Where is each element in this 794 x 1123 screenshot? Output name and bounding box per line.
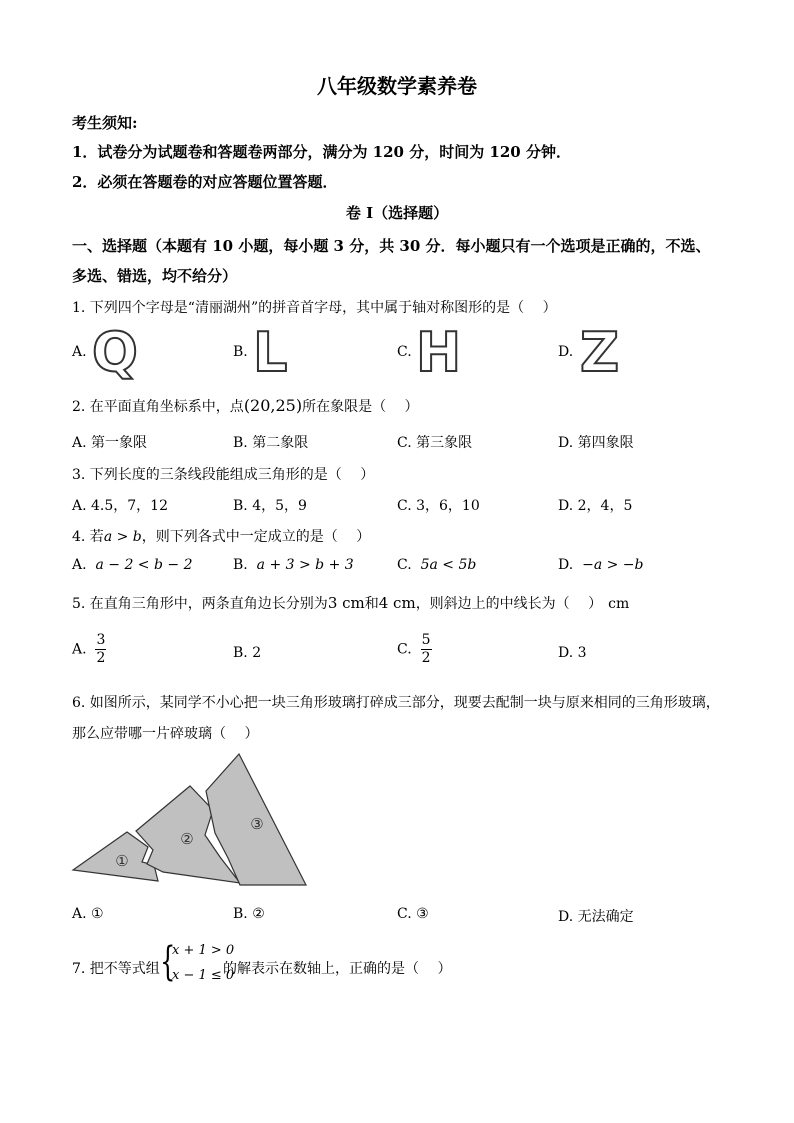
q7-inequality-2: x − 1 ≤ 0 bbox=[172, 968, 235, 983]
q4-option-a-label: A. bbox=[72, 557, 87, 573]
q2-option-b: B. 第二象限 bbox=[233, 435, 309, 451]
q6-option-d: D. 无法确定 bbox=[558, 909, 634, 925]
broken-glass-figure bbox=[70, 750, 310, 890]
q4-option-d-expr: −a > −b bbox=[582, 557, 644, 573]
notice-line-1: 1．试卷分为试题卷和答题卷两部分，满分为 120 分，时间为 120 分钟． bbox=[72, 143, 571, 161]
q3-option-b: B. 4，5，9 bbox=[233, 498, 307, 514]
question-6-stem-line-2: 那么应带哪一片碎玻璃（ ） bbox=[72, 726, 259, 742]
q4-option-b-label: B. bbox=[233, 557, 248, 573]
system-brace: { bbox=[160, 939, 176, 985]
q5-option-b: B. 2 bbox=[233, 645, 262, 661]
glass-piece-2-label: ② bbox=[180, 830, 194, 848]
q6-option-c: C. ③ bbox=[397, 906, 429, 922]
q1-option-a-label: A. bbox=[72, 344, 87, 360]
q5-option-c bbox=[397, 632, 432, 667]
section-intro-line-1: 一、选择题（本题有 10 小题，每小题 3 分，共 30 分．每小题只有一个选项是正确的，不选、 bbox=[72, 237, 711, 255]
section-title: 卷 I（选择题） bbox=[345, 204, 449, 222]
q1-option-b-letter: L bbox=[253, 321, 288, 384]
exam-title: 八年级数学素养卷 bbox=[317, 74, 477, 98]
q1-option-c-letter: H bbox=[416, 321, 462, 384]
q4-stem-end: ，则下列各式中一定成立的是（ ） bbox=[141, 529, 371, 545]
q5-option-d: D. 3 bbox=[558, 645, 587, 661]
question-4-stem bbox=[72, 526, 370, 546]
q5-option-a bbox=[72, 632, 106, 667]
q5-option-a-numerator: 3 bbox=[96, 632, 106, 648]
q2-stem-end: 所在象限是（ ） bbox=[302, 399, 419, 415]
q5-option-a-label: A. bbox=[72, 641, 87, 658]
q5-option-c-numerator: 5 bbox=[421, 632, 431, 648]
question-7-stem-start: 7. 把不等式组 bbox=[72, 961, 160, 977]
q4-option-c-label: C. bbox=[397, 557, 412, 573]
q5-option-c-fraction bbox=[421, 632, 432, 667]
q4-option-c bbox=[397, 557, 476, 573]
q2-option-d: D. 第四象限 bbox=[558, 435, 634, 451]
q3-option-c: C. 3，6，10 bbox=[397, 498, 480, 514]
section-intro-line-2: 多选、错选，均不给分） bbox=[72, 267, 238, 285]
q5-length-2: 4 cm bbox=[378, 594, 416, 612]
q5-stem-start: 5. 在直角三角形中，两条直角边长分别为 bbox=[72, 596, 328, 612]
q4-stem-start: 4. 若 bbox=[72, 529, 104, 545]
q1-option-a-letter: Q bbox=[92, 321, 138, 384]
q6-option-b: B. ② bbox=[233, 906, 265, 922]
question-2-stem bbox=[72, 396, 419, 416]
question-7-stem-end: 的解表示在数轴上，正确的是（ ） bbox=[223, 961, 452, 977]
glass-piece-1-label: ① bbox=[115, 852, 129, 870]
question-3-stem: 3. 下列长度的三条线段能组成三角形的是（ ） bbox=[72, 467, 375, 483]
q3-option-a: A. 4.5，7，12 bbox=[72, 498, 168, 514]
q3-option-d: D. 2，4，5 bbox=[558, 498, 633, 514]
q2-option-a: A. 第一象限 bbox=[72, 435, 148, 451]
q5-option-a-fraction bbox=[95, 632, 106, 667]
q2-stem-start: 2. 在平面直角坐标系中，点 bbox=[72, 399, 244, 415]
q5-length-1: 3 cm bbox=[327, 594, 365, 612]
question-6-stem-line-1: 6. 如图所示，某同学不小心把一块三角形玻璃打碎成三部分，现要去配制一块与原来相同的三角形玻璃， bbox=[72, 695, 720, 711]
q5-option-a-denominator: 2 bbox=[96, 650, 106, 666]
q4-option-b bbox=[233, 557, 354, 573]
q4-option-b-expr: a + 3 > b + 3 bbox=[256, 557, 354, 573]
q2-point: (20,25) bbox=[243, 396, 303, 415]
notice-heading: 考生须知: bbox=[72, 114, 138, 132]
q5-option-c-label: C. bbox=[397, 641, 412, 658]
q1-option-b-label: B. bbox=[233, 344, 248, 360]
q4-condition: a > b bbox=[103, 529, 142, 545]
q5-option-c-denominator: 2 bbox=[421, 650, 431, 666]
q2-option-c: C. 第三象限 bbox=[397, 435, 473, 451]
q5-unit: cm bbox=[608, 596, 630, 612]
q6-option-a: A. ① bbox=[72, 906, 104, 922]
q4-option-d-label: D. bbox=[558, 557, 574, 573]
q1-option-c-label: C. bbox=[397, 344, 412, 360]
question-5-stem bbox=[72, 593, 629, 613]
q4-option-a bbox=[72, 557, 192, 573]
q1-option-d-letter: Z bbox=[580, 321, 620, 384]
q5-stem-end: ，则斜边上的中线长为（ ） bbox=[415, 596, 603, 612]
q7-inequality-1: x + 1 > 0 bbox=[172, 943, 235, 958]
q4-option-d bbox=[558, 557, 644, 573]
question-1-stem: 1. 下列四个字母是“清丽湖州”的拼音首字母，其中属于轴对称图形的是（ ） bbox=[72, 300, 557, 316]
q1-option-d-label: D. bbox=[558, 344, 574, 360]
q5-stem-middle: 和 bbox=[364, 596, 379, 612]
q4-option-a-expr: a − 2 < b − 2 bbox=[95, 557, 193, 573]
q4-option-c-expr: 5a < 5b bbox=[420, 557, 477, 573]
glass-piece-3-label: ③ bbox=[250, 815, 264, 833]
notice-line-2: 2．必须在答题卷的对应答题位置答题． bbox=[72, 173, 338, 191]
